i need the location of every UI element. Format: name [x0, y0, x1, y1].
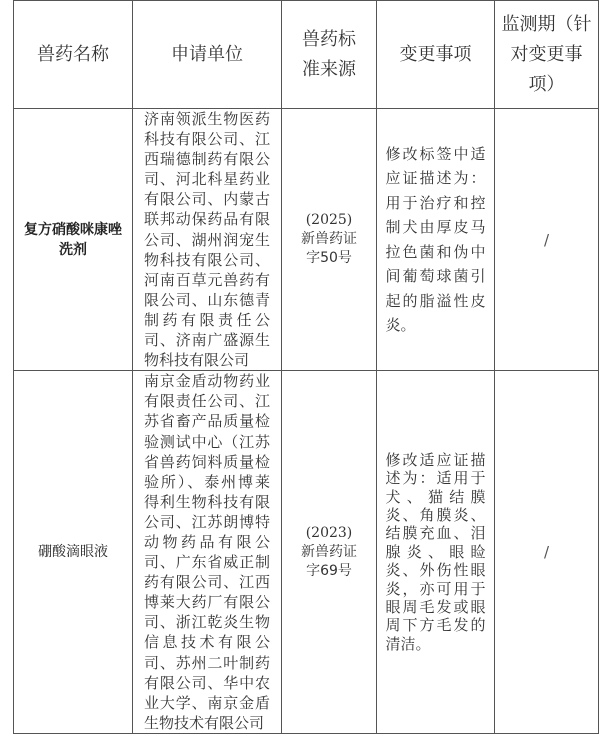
- applicant-text: 济南领派生物医药科技有限公司、江西瑞德制药有限公司、河北科星药业有限公司、内蒙古联邦动保药品有限公司、湖州润宠生物科技有限公司、河南百草元兽药有限公司、山东德青制药有限责任公司、济南广盛源生物科技有限公司: [144, 110, 270, 370]
- header-applicant: [133, 1, 282, 109]
- header-drug-name-text: 兽药名称: [37, 43, 109, 65]
- monitoring-period-cell: [495, 371, 599, 734]
- header-change-item: [377, 1, 495, 109]
- source-year: (2023): [305, 524, 353, 541]
- change-item-text: 修改标签中适应证描述为：用于治疗和控制犬由厚皮马拉色菌和伪中间葡萄球菌引起的脂溢性皮炎。: [385, 144, 486, 335]
- header-standard-source: [282, 1, 377, 109]
- header-applicant-text: 申请单位: [171, 43, 243, 65]
- source-year: (2025): [305, 212, 353, 229]
- header-standard-source-text: 兽药标准来源: [302, 28, 356, 80]
- table-row: [14, 109, 599, 371]
- applicant-cell: [133, 371, 282, 734]
- standard-source-cell: [282, 109, 377, 371]
- drug-name-cell: [14, 109, 133, 371]
- standard-source-cell: [282, 371, 377, 734]
- monitoring-period-value: /: [543, 543, 550, 562]
- drug-name: 复方硝酸咪康唑洗剂: [24, 221, 122, 258]
- monitoring-period-value: /: [543, 230, 550, 249]
- change-item-cell: [377, 109, 495, 371]
- source-number: 新兽药证字69号: [301, 543, 357, 579]
- header-monitoring-period-text: 监测期（针对变更事项）: [501, 13, 592, 95]
- applicant-text: 南京金盾动物药业有限责任公司、江苏省畜产品质量检验测试中心（江苏省兽药饲料质量检验所）、泰州博莱得利生物科技有限公司、江苏朗博特动物药品有限公司、广东省威正制药有限公司、江西博莱大药厂有限公司、浙江乾炎生物信息技术有限公司、苏州二叶制药有限公司、华中农业大学、南京金盾生物技术有限公司: [144, 372, 270, 732]
- header-drug-name: [14, 1, 133, 109]
- change-item-text: 修改适应证描述为：适用于犬、猫结膜炎、角膜炎、结膜充血、泪腺炎、眼睑炎、外伤性眼炎，亦可用于眼周毛发或眼周下方毛发的清洁。: [385, 450, 486, 653]
- table-row: [14, 371, 599, 734]
- veterinary-drug-change-table: [13, 0, 599, 734]
- header-change-item-text: 变更事项: [399, 43, 472, 65]
- header-monitoring-period: [495, 1, 599, 109]
- source-number: 新兽药证字50号: [301, 231, 357, 267]
- header-row: [14, 1, 599, 109]
- drug-name: 硼酸滴眼液: [38, 544, 108, 561]
- drug-name-cell: [14, 371, 133, 734]
- monitoring-period-cell: [495, 109, 599, 371]
- change-item-cell: [377, 371, 495, 734]
- applicant-cell: [133, 109, 282, 371]
